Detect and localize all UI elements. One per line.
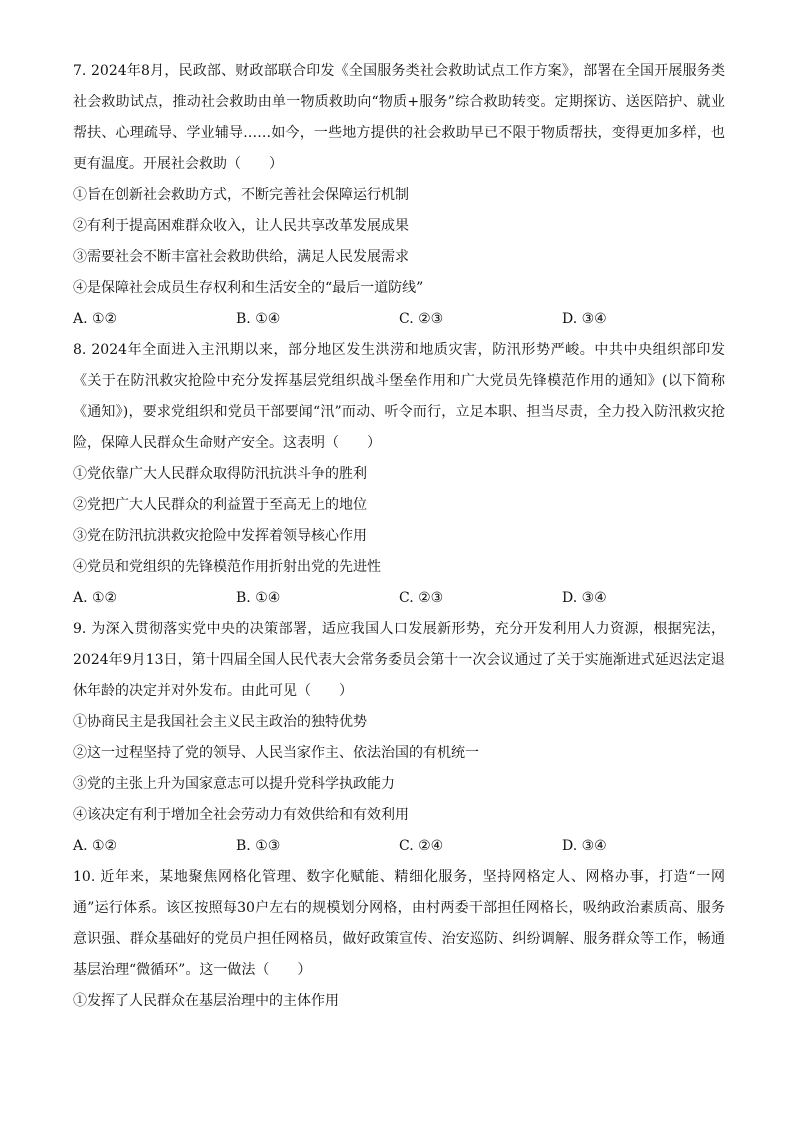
question-10 — [73, 862, 725, 1017]
statement-option: ②有利于提高困难群众收入，让人民共享改革发展成果 — [73, 218, 409, 234]
question-stem: 9. 为深入贯彻落实党中央的决策部署，适应我国人口发展新形势，充分开发利用人力资源，根据宪法，2024年9月13日，第十四届全国人民代表大会常务委员会第十一次会议通过了关于实施渐进式延迟法定退休年龄的决定并对外发布。由此可见（ ） — [73, 621, 725, 699]
question-8 — [73, 335, 725, 614]
choice-a: A. ①② — [73, 311, 118, 327]
statement-option: ②党把广大人民群众的利益置于至高无上的地位 — [73, 497, 367, 513]
choice-a: A. ①② — [73, 590, 118, 606]
answer-choices — [73, 583, 725, 614]
question-stem: 10. 近年来，某地聚焦网格化管理、数字化赋能、精细化服务，坚持网格定人、网格办事，打造“一网通”运行体系。该区按照每30户左右的规模划分网格，由村两委干部担任网格长，吸纳政治素质高、服务意识强、群众基础好的党员户担任网格员，做好政策宣传、治安巡防、纠纷调解、服务群众等工作，畅通基层治理“微循环”。这一做法（ ） — [73, 869, 725, 978]
choice-a: A. ①② — [73, 838, 118, 854]
statement-option: ④党员和党组织的先锋模范作用折射出党的先进性 — [73, 559, 381, 575]
choice-c: C. ②④ — [399, 838, 444, 854]
statement-option: ①协商民主是我国社会主义民主政治的独特优势 — [73, 714, 367, 730]
statement-option: ③党的主张上升为国家意志可以提升党科学执政能力 — [73, 776, 395, 792]
choice-c: C. ②③ — [399, 311, 444, 327]
choice-d: D. ③④ — [562, 311, 607, 327]
answer-choices — [73, 831, 725, 862]
question-stem: 7. 2024年8月，民政部、财政部联合印发《全国服务类社会救助试点工作方案》，部署在全国开展服务类社会救助试点，推动社会救助由单一物质救助向“物质+服务”综合救助转变。定期探访、送医陪护、就业帮扶、心理疏导、学业辅导……如今，一些地方提供的社会救助早已不限于物质帮扶，变得更加多样，也更有温度。开展社会救助（ ） — [73, 63, 725, 172]
statement-option: ③需要社会不断丰富社会救助供给，满足人民发展需求 — [73, 249, 409, 265]
statement-option: ③党在防汛抗洪救灾抢险中发挥着领导核心作用 — [73, 528, 367, 544]
choice-d: D. ③④ — [562, 838, 607, 854]
question-9 — [73, 614, 725, 862]
statement-option: ①旨在创新社会救助方式，不断完善社会保障运行机制 — [73, 187, 409, 203]
answer-choices — [73, 304, 725, 335]
statement-option: ④该决定有利于增加全社会劳动力有效供给和有效利用 — [73, 807, 409, 823]
question-7 — [73, 56, 725, 335]
statement-option: ①党依靠广大人民群众取得防汛抗洪斗争的胜利 — [73, 466, 367, 482]
statement-option: ②这一过程坚持了党的领导、人民当家作主、依法治国的有机统一 — [73, 745, 479, 761]
question-stem: 8. 2024年全面进入主汛期以来，部分地区发生洪涝和地质灾害，防汛形势严峻。中共中央组织部印发《关于在防汛救灾抢险中充分发挥基层党组织战斗堡垒作用和广大党员先锋模范作用的通知》(以下简称《通知》)，要求党组织和党员干部要闻“汛”而动、听令而行，立足本职、担当尽责，全力投入防汛救灾抢险，保障人民群众生命财产安全。这表明（ ） — [73, 342, 725, 451]
choice-c: C. ②③ — [399, 590, 444, 606]
statement-option: ④是保障社会成员生存权利和生活安全的“最后一道防线” — [73, 280, 424, 296]
choice-b: B. ①③ — [236, 838, 281, 854]
choice-d: D. ③④ — [562, 590, 607, 606]
statement-option: ①发挥了人民群众在基层治理中的主体作用 — [73, 993, 339, 1009]
exam-page — [73, 56, 725, 1017]
choice-b: B. ①④ — [236, 311, 281, 327]
choice-b: B. ①④ — [236, 590, 281, 606]
